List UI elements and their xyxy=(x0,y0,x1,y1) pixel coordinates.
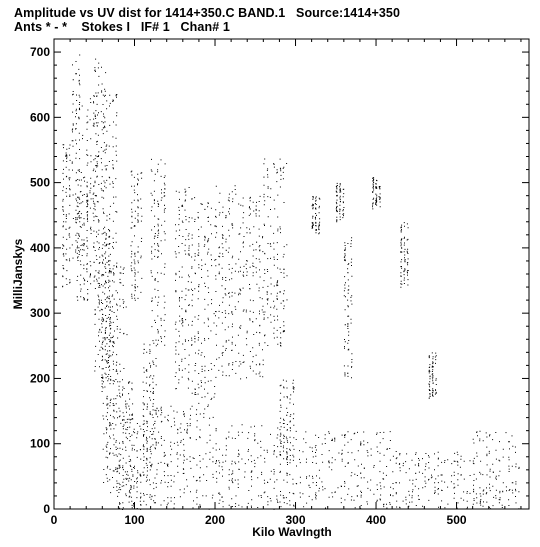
point-group-1 xyxy=(72,55,84,259)
chart-subtitle: Ants * - * Stokes I IF# 1 Chan# 1 xyxy=(14,20,230,34)
y-tick-label: 600 xyxy=(29,110,50,125)
scatter-point-cluster xyxy=(263,159,287,347)
y-tick-label: 100 xyxy=(29,436,50,451)
scatter-point-cluster xyxy=(102,94,117,483)
scatter-point-cluster xyxy=(94,59,106,392)
scatter-point-cluster xyxy=(191,197,216,409)
scatter-point-cluster xyxy=(215,185,240,378)
point-group-4 xyxy=(94,59,106,392)
point-group-8 xyxy=(118,379,133,510)
point-group-5 xyxy=(98,229,113,379)
x-tick-label: 200 xyxy=(205,513,226,527)
point-group-3 xyxy=(86,95,98,281)
y-tick-label: 700 xyxy=(29,45,50,60)
y-axis-label: MilliJanskys xyxy=(11,238,25,310)
scatter-point-cluster xyxy=(239,196,264,380)
plot-frame xyxy=(54,39,529,509)
point-group-0 xyxy=(62,144,71,287)
point-group-12 xyxy=(151,159,166,346)
scatter-point-cluster xyxy=(400,222,408,288)
point-group-10 xyxy=(131,171,143,301)
scatter-point-cluster xyxy=(372,177,381,209)
scatter-point-cluster xyxy=(106,262,127,497)
point-group-16 xyxy=(215,185,240,378)
point-group-14 xyxy=(175,187,190,389)
scatter-point-cluster xyxy=(131,171,143,301)
point-group-23 xyxy=(336,183,345,222)
point-group-22 xyxy=(312,196,321,234)
point-group-9 xyxy=(127,419,151,510)
point-group-6 xyxy=(102,94,117,483)
scatter-point-cluster xyxy=(98,229,113,379)
point-group-11 xyxy=(143,340,158,502)
point-group-17 xyxy=(215,424,294,510)
point-group-27 xyxy=(400,222,408,288)
y-tick-label: 300 xyxy=(29,306,50,321)
x-tick-label: 0 xyxy=(50,513,58,527)
scatter-point-cluster xyxy=(392,451,470,509)
point-group-18 xyxy=(239,196,264,380)
y-tick-label: 0 xyxy=(43,502,50,516)
scatter-point-cluster xyxy=(86,95,98,281)
scatter-point-cluster xyxy=(118,379,133,510)
point-group-25 xyxy=(344,237,353,378)
x-axis-label: Kilo Wavlngth xyxy=(252,525,332,539)
x-tick-label: 300 xyxy=(285,513,306,527)
scatter-point-cluster xyxy=(296,431,391,509)
chart-title: Amplitude vs UV dist for 1414+350.C BAND.1 Source:1414+350 xyxy=(14,6,401,20)
scatter-point-cluster xyxy=(175,187,190,389)
scatter-point-cluster xyxy=(151,406,214,510)
point-group-7 xyxy=(106,262,127,497)
scatter-point-cluster xyxy=(312,196,321,234)
scatter-point-cluster xyxy=(279,380,294,464)
x-tick-label: 400 xyxy=(366,513,387,527)
scatter-points xyxy=(62,55,519,511)
y-tick-label: 400 xyxy=(29,240,50,255)
point-group-29 xyxy=(473,431,520,510)
point-group-26 xyxy=(392,451,470,509)
scatter-point-cluster xyxy=(127,419,151,510)
x-tick-label: 100 xyxy=(124,513,145,527)
x-tick-label: 500 xyxy=(446,513,467,527)
point-group-20 xyxy=(279,380,294,464)
scatter-point-cluster xyxy=(151,159,166,346)
scatter-point-cluster xyxy=(72,55,84,259)
scatter-point-cluster xyxy=(428,352,436,398)
y-tick-label: 500 xyxy=(29,175,50,190)
scatter-point-cluster xyxy=(336,183,345,222)
scatter-point-cluster xyxy=(62,144,71,287)
scatter-point-cluster xyxy=(473,431,520,510)
point-group-21 xyxy=(296,431,391,509)
point-group-15 xyxy=(191,197,216,409)
point-group-13 xyxy=(151,406,214,510)
scatter-point-cluster xyxy=(215,424,294,510)
scatter-point-cluster xyxy=(143,340,158,502)
scatter-point-cluster xyxy=(344,237,353,378)
y-tick-label: 200 xyxy=(29,371,50,386)
point-group-19 xyxy=(263,159,287,347)
point-group-28 xyxy=(428,352,436,398)
point-group-24 xyxy=(372,177,381,209)
